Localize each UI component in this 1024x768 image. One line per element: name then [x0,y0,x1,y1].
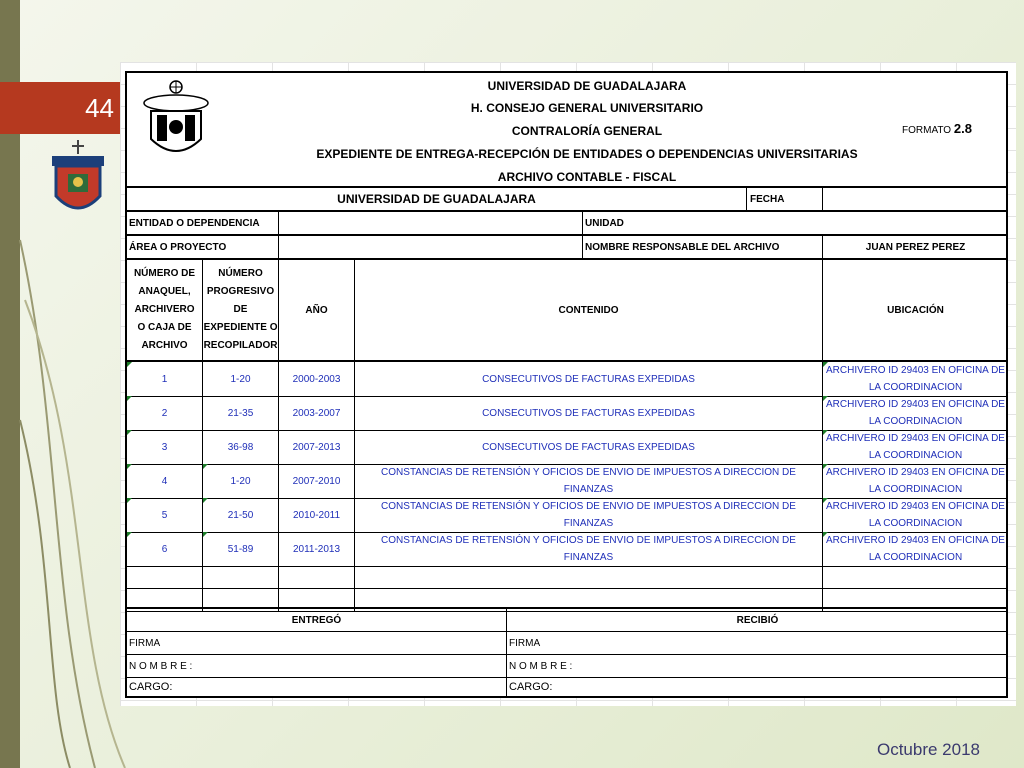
cell-marker-icon [127,430,132,435]
empty-row-cell[interactable] [823,589,1008,611]
row-6-ubicacion: ARCHIVERO ID 29403 EN OFICINA DE LA COORDINACION [826,535,1005,563]
fecha-label: FECHA [747,188,823,210]
row-4-ubicacion: ARCHIVERO ID 29403 EN OFICINA DE LA COORDINACION [826,467,1005,495]
archive-form [125,71,1008,698]
cell-marker-icon [823,396,828,401]
row-1-prog: 1-20 [203,362,279,396]
row-6-prog: 51-89 [203,532,279,566]
header-ubicacion: UBICACIÓN [887,304,944,316]
fecha-value[interactable] [823,188,1008,210]
row-5-prog: 21-50 [203,498,279,532]
area-value[interactable] [279,236,583,258]
entrego-firma-label: FIRMA [127,632,507,654]
row-5-ubicacion: ARCHIVERO ID 29403 EN OFICINA DE LA COORDINACION [826,501,1005,529]
recibio-firma-label: FIRMA [509,637,541,649]
cell-marker-icon [127,396,132,401]
row-3-ubicacion: ARCHIVERO ID 29403 EN OFICINA DE LA COORDINACION [826,433,1005,461]
row-2-num: 2 [127,396,203,430]
formato-label: FORMATO [902,125,952,136]
udg-seal-icon [141,79,211,161]
entidad-label: ENTIDAD O DEPENDENCIA [127,212,279,234]
row-3-prog: 36-98 [203,430,279,464]
header-line-3: CONTRALORÍA GENERAL [511,124,663,138]
row-5-anio: 2010-2011 [279,498,355,532]
entrego-nombre-label: N O M B R E : [127,655,507,677]
row-4-anio: 2007-2010 [279,464,355,498]
header-anaquel: NÚMERO DE ANAQUEL, ARCHIVERO O CAJA DE ARCHIVO [127,260,203,360]
entrego-label: ENTREGÓ [127,609,507,631]
area-label: ÁREA O PROYECTO [127,236,279,258]
empty-row-cell[interactable] [279,589,355,611]
header-line-1: UNIVERSIDAD DE GUADALAJARA [487,79,687,93]
header-line-4: EXPEDIENTE DE ENTREGA-RECEPCIÓN DE ENTIDADES O DEPENDENCIAS UNIVERSITARIAS [316,147,858,161]
row-3-num: 3 [127,430,203,464]
entidad-value[interactable] [279,212,583,234]
empty-row-cell[interactable] [355,589,823,611]
row-2-prog: 21-35 [203,396,279,430]
header-progresivo: NÚMERO PROGRESIVO DE EXPEDIENTE O RECOPILADOR [203,260,279,360]
row-1-anio: 2000-2003 [279,362,355,396]
row-3-contenido: CONSECUTIVOS DE FACTURAS EXPEDIDAS [355,430,823,464]
row-2-contenido: CONSECUTIVOS DE FACTURAS EXPEDIDAS [355,396,823,430]
row-6-num: 6 [127,532,203,566]
footer-date: Octubre 2018 [876,740,980,759]
cell-marker-icon [823,532,828,537]
cell-marker-icon [823,498,828,503]
row-5-contenido: CONSTANCIAS DE RETENSIÓN Y OFICIOS DE ENVIO DE IMPUESTOS A DIRECCION DE FINANZAS [355,498,823,532]
row-1-ubicacion: ARCHIVERO ID 29403 EN OFICINA DE LA COORDINACION [826,365,1005,393]
cell-marker-icon [127,532,132,537]
row-4-prog: 1-20 [203,464,279,498]
formato-value: 2.8 [953,121,972,136]
row-3-anio: 2007-2013 [279,430,355,464]
row-6-anio: 2011-2013 [279,532,355,566]
header-anio: AÑO [279,260,355,360]
cell-marker-icon [823,362,828,367]
row-1-contenido: CONSECUTIVOS DE FACTURAS EXPEDIDAS [355,362,823,396]
responsable-label: NOMBRE RESPONSABLE DEL ARCHIVO [583,236,823,258]
header-line-2: H. CONSEJO GENERAL UNIVERSITARIO [470,101,704,115]
empty-row-cell[interactable] [203,589,279,611]
cell-marker-icon [127,498,132,503]
empty-row-cell[interactable] [203,566,279,588]
cell-marker-icon [203,464,208,469]
recibio-nombre-label: N O M B R E : [509,660,573,672]
empty-row-cell[interactable] [127,589,203,611]
entrego-cargo-label: CARGO: [127,678,507,696]
university-cell: UNIVERSIDAD DE GUADALAJARA [127,188,747,210]
empty-row-cell[interactable] [127,566,203,588]
row-5-num: 5 [127,498,203,532]
cell-marker-icon [127,464,132,469]
cell-marker-icon [823,464,828,469]
recibio-label: RECIBIÓ [736,614,779,626]
recibio-cargo-label: CARGO: [509,681,553,693]
row-4-num: 4 [127,464,203,498]
spreadsheet-area [120,62,1016,706]
header-contenido: CONTENIDO [355,260,823,360]
empty-row-cell[interactable] [823,566,1008,588]
empty-row-cell[interactable] [279,566,355,588]
row-1-num: 1 [127,362,203,396]
cell-marker-icon [203,498,208,503]
university-crest-icon [48,138,108,222]
cell-marker-icon [127,362,132,367]
row-2-anio: 2003-2007 [279,396,355,430]
cell-marker-icon [823,430,828,435]
row-4-contenido: CONSTANCIAS DE RETENSIÓN Y OFICIOS DE ENVIO DE IMPUESTOS A DIRECCION DE FINANZAS [355,464,823,498]
row-2-ubicacion: ARCHIVERO ID 29403 EN OFICINA DE LA COORDINACION [826,399,1005,427]
cell-marker-icon [203,532,208,537]
row-6-contenido: CONSTANCIAS DE RETENSIÓN Y OFICIOS DE ENVIO DE IMPUESTOS A DIRECCION DE FINANZAS [355,532,823,566]
slide-number: 44 [0,82,122,134]
empty-row-cell[interactable] [355,566,823,588]
responsable-value: JUAN PEREZ PEREZ [865,241,966,253]
header-line-5: ARCHIVO CONTABLE - FISCAL [497,170,677,184]
formato-box [902,121,972,136]
unidad-label: UNIDAD [585,217,624,229]
